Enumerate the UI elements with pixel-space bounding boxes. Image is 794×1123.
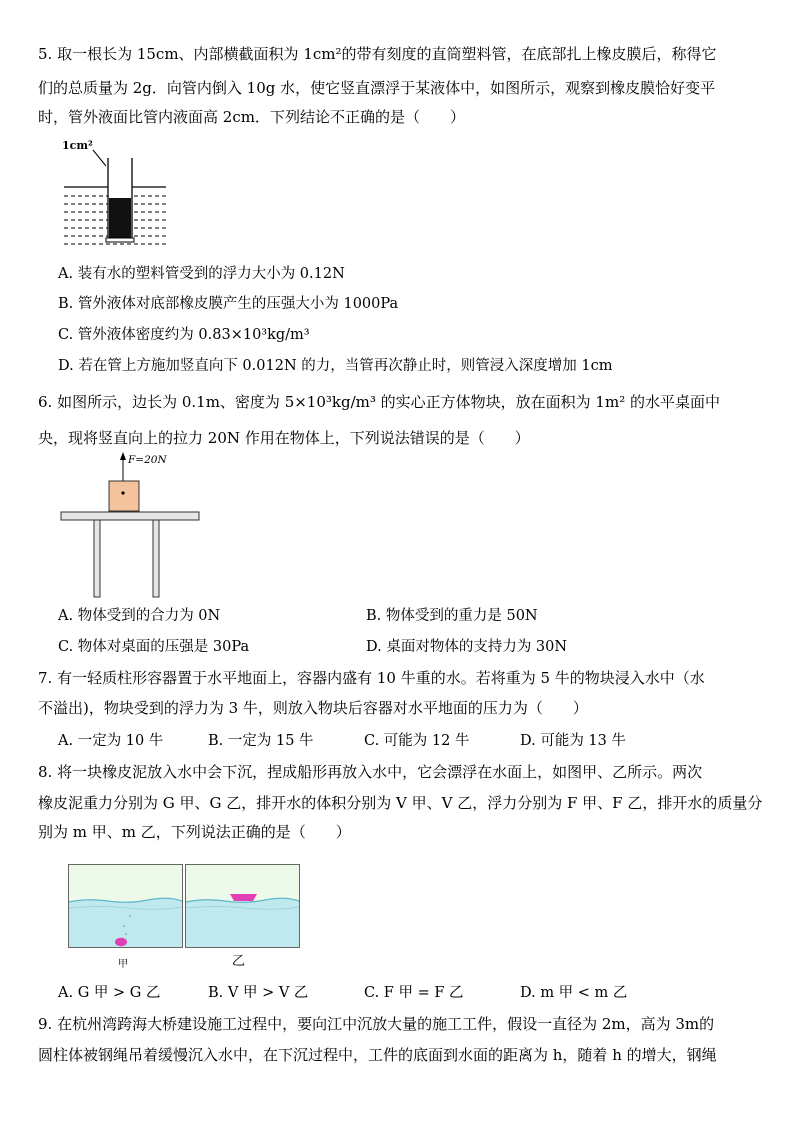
q6-line-1: 6. 如图所示，边长为 0.1m、密度为 5×10³kg/m³ 的实心正方体物块，放在面积为 1m² 的水平桌面中 [38, 393, 720, 411]
q8-option-a: A. G 甲 > G 乙 [58, 985, 161, 1001]
q8-line-3: 别为 m 甲、m 乙，下列说法正确的是（ ） [38, 823, 351, 841]
q6-line-2: 央，现将竖直向上的拉力 20N 作用在物体上，下列说法错误的是（ ） [38, 429, 530, 447]
q6-option-c: C. 物体对桌面的压强是 30Pa [58, 639, 250, 655]
q7-option-a: A. 一定为 10 牛 [58, 733, 164, 749]
q7-line-1: 7. 有一轻质柱形容器置于水平地面上，容器内盛有 10 牛重的水。若将重为 5 牛的物块浸入水中（水 [38, 669, 705, 687]
q5-line-2: 们的总质量为 2g．向管内倒入 10g 水，使它竖直漂浮于某液体中，如图所示，观察到橡皮膜恰好变平 [38, 79, 716, 97]
q5-line-1: 5. 取一根长为 15cm、内部横截面积为 1cm²的带有刻度的直筒塑料管，在底部扎上橡皮膜后，称得它 [38, 45, 717, 63]
q5-option-a: A. 装有水的塑料管受到的浮力大小为 0.12N [58, 266, 345, 282]
q5-option-d: D. 若在管上方施加竖直向下 0.012N 的力，当管再次静止时，则管浸入深度增加 1cm [58, 358, 613, 374]
q8-option-d: D. m 甲 < m 乙 [520, 985, 628, 1001]
q8-line-1: 8. 将一块橡皮泥放入水中会下沉，捏成船形再放入水中，它会漂浮在水面上，如图甲、乙所示。两次 [38, 763, 703, 781]
q8-option-c: C. F 甲 = F 乙 [364, 985, 464, 1001]
q8-figure-yi [185, 864, 300, 948]
q7-line-2: 不溢出)，物块受到的浮力为 3 牛，则放入物块后容器对水平地面的压力为（ ） [38, 699, 588, 717]
q5-line-3: 时，管外液面比管内液面高 2cm．下列结论不正确的是（ ） [38, 108, 465, 126]
q7-option-c: C. 可能为 12 牛 [364, 733, 470, 749]
q8-label-yi: 乙 [232, 954, 246, 969]
q7-option-b: B. 一定为 15 牛 [208, 733, 314, 749]
q9-line-1: 9. 在杭州湾跨海大桥建设施工过程中，要向江中沉放大量的施工工件，假设一直径为 2m，高为 3m的 [38, 1015, 715, 1033]
q5-tube-figure [60, 136, 170, 254]
q7-option-d: D. 可能为 13 牛 [520, 733, 626, 749]
q6-force-label: F=20N [128, 454, 167, 466]
q8-line-2: 橡皮泥重力分别为 G 甲、G 乙，排开水的体积分别为 V 甲、V 乙，浮力分别为 F 甲、F 乙，排开水的质量分 [38, 794, 763, 812]
q8-label-jia: 甲 [118, 959, 128, 970]
q5-option-c: C. 管外液体密度约为 0.83×10³kg/m³ [58, 327, 310, 343]
q9-line-2: 圆柱体被钢绳吊着缓慢沉入水中，在下沉过程中，工件的底面到水面的距离为 h，随着 h 的增大，钢绳 [38, 1046, 717, 1064]
q5-area-label: 1cm² [62, 139, 93, 152]
q6-option-d: D. 桌面对物体的支持力为 30N [366, 639, 568, 655]
q6-option-a: A. 物体受到的合力为 0N [58, 608, 221, 624]
q5-option-b: B. 管外液体对底部橡皮膜产生的压强大小为 1000Pa [58, 296, 399, 312]
q8-option-b: B. V 甲 > V 乙 [208, 985, 309, 1001]
q6-table-figure [58, 450, 208, 600]
q8-figure-jia [68, 864, 183, 948]
q6-option-b: B. 物体受到的重力是 50N [366, 608, 538, 624]
